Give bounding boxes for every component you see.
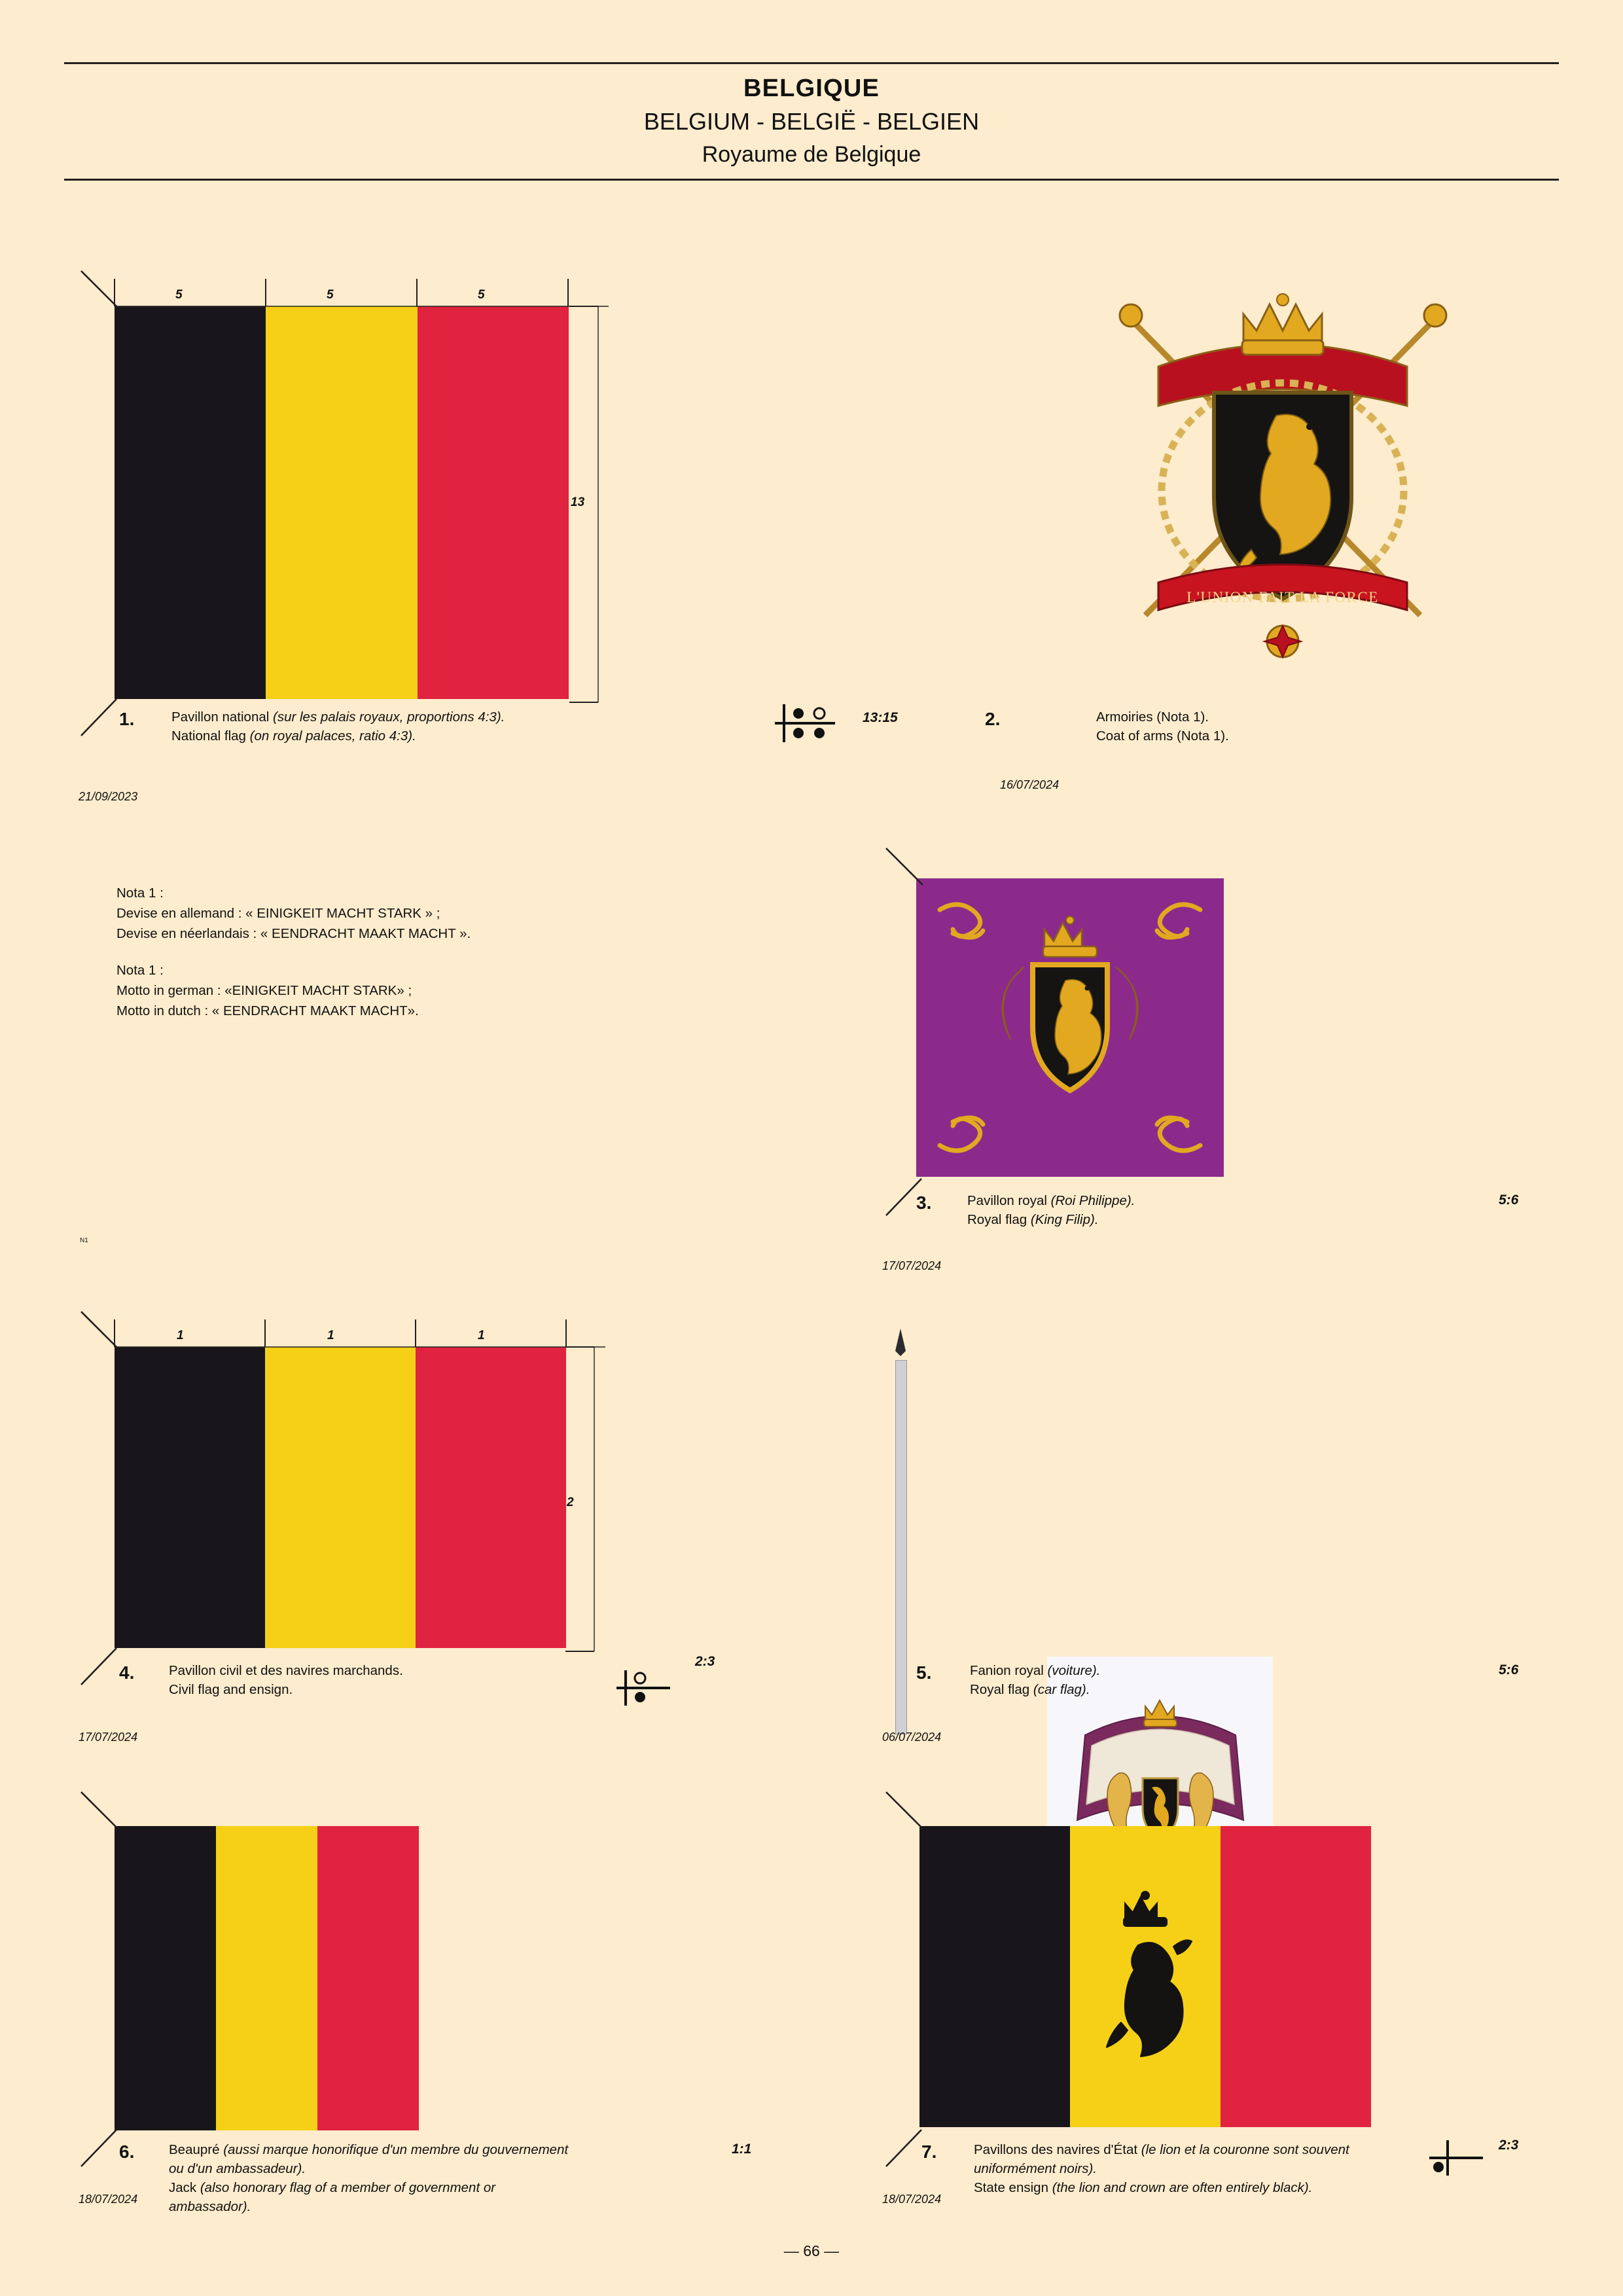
- entry-4-ratio: 2:3: [695, 1654, 715, 1669]
- entry-5-number: 5.: [916, 1662, 932, 1683]
- band-red: [1221, 1826, 1371, 2127]
- entry-3-caption-fr-italic: (Roi Philippe).: [1050, 1193, 1135, 1208]
- band-black: [115, 306, 266, 699]
- coat-of-arms-svg: [1080, 275, 1486, 681]
- nota-en-line-2: Motto in dutch : « EENDRACHT MAAKT MACHT».: [116, 1003, 419, 1018]
- entry-5-caption-en-italic: (car flag).: [1033, 1682, 1090, 1698]
- nota-block: [116, 884, 614, 1022]
- page-title-languages: BELGIUM - BELGIË - BELGIEN: [643, 107, 980, 135]
- flag-1-measure-c: 5: [478, 288, 485, 302]
- entry-5-caption-en: Royal flag: [970, 1682, 1030, 1698]
- entry-6-ratio: 1:1: [732, 2142, 752, 2157]
- entry-5-caption-fr: Fanion royal: [970, 1663, 1044, 1678]
- entry-3-caption-en: Royal flag: [967, 1212, 1027, 1228]
- band-yellow: [216, 1826, 317, 2130]
- entry-1-caption-fr-italic: (sur les palais royaux, proportions 4:3).: [273, 709, 505, 725]
- entry-1-caption: [171, 708, 656, 745]
- entry-7-caption-fr: Pavillons des navires d'État: [974, 2142, 1138, 2157]
- band-yellow: [265, 1347, 416, 1648]
- entry-2-caption: [1096, 708, 1528, 745]
- flag-4-civil: [115, 1347, 566, 1648]
- flag-4-measure-a: 1: [177, 1329, 184, 1342]
- coat-of-arms-illustration: [1080, 275, 1486, 681]
- state-ensign-lion-emblem: [1091, 1882, 1200, 2072]
- flag-4-top-measure: [79, 1309, 609, 1356]
- entry-5-date: 06/07/2024: [882, 1731, 942, 1744]
- band-black: [115, 1347, 265, 1648]
- nota-fr-line-2: Devise en néerlandais : « EENDRACHT MAAKT MACHT ».: [116, 925, 471, 941]
- nota-fr-line-1: Devise en allemand : « EINIGKEIT MACHT STARK » ;: [116, 905, 440, 921]
- band-red: [418, 306, 569, 699]
- entry-7-ratio: 2:3: [1499, 2138, 1519, 2153]
- flag-7-bands: [919, 1826, 1371, 2127]
- flag-1-measure-b: 5: [327, 288, 334, 302]
- usage-symbol-1: [772, 702, 844, 746]
- flag-1-top-measure: [79, 268, 609, 315]
- entry-1-caption-fr: Pavillon national: [171, 709, 270, 725]
- entry-6-caption-fr-italic: (aussi marque honorifique d'un membre du gouvernement ou d'un ambassadeur).: [169, 2142, 569, 2177]
- entry-4-caption-en: Civil flag and ensign.: [169, 1682, 293, 1698]
- header-rule-bottom: [64, 179, 1559, 181]
- entry-7-caption-fr-italic: (le lion et la couronne sont souvent uniformément noirs).: [974, 2142, 1349, 2177]
- flag-7-state-ensign: [919, 1826, 1371, 2127]
- flag-3-hoist-mark: [882, 844, 935, 890]
- entry-5-caption: [970, 1661, 1389, 1699]
- flag-5-staff: [895, 1360, 907, 1734]
- entry-3-date: 17/07/2024: [882, 1259, 942, 1272]
- royal-standard-svg: [916, 878, 1224, 1177]
- entry-5-caption-fr-italic: (voiture).: [1047, 1663, 1101, 1678]
- entry-1-caption-en-italic: (on royal palaces, ratio 4:3).: [249, 728, 416, 744]
- entry-1-number: 1.: [119, 709, 135, 729]
- nota-fr-title: Nota 1 :: [116, 886, 164, 901]
- entry-2-date: 16/07/2024: [1000, 778, 1060, 791]
- entry-3-caption: [967, 1191, 1373, 1229]
- entry-2-caption-fr: Armoiries (Nota 1).: [1096, 709, 1209, 725]
- page-folio: — 66 —: [783, 2242, 840, 2259]
- entry-1-date: 21/09/2023: [79, 790, 138, 803]
- flag-1-bands: [115, 306, 569, 699]
- page-subtitle: Royaume de Belgique: [702, 141, 921, 167]
- header-titles: [64, 64, 1559, 179]
- entry-4-number: 4.: [119, 1662, 135, 1683]
- flag-4-measure-side: 2: [567, 1496, 574, 1509]
- flag-4-hoist-mark: [77, 1308, 130, 1354]
- entry-7-caption-en-italic: (the lion and crown are often entirely black).: [1052, 2180, 1313, 2196]
- entry-2-caption-en: Coat of arms (Nota 1).: [1096, 728, 1229, 744]
- page-header: [64, 62, 1559, 181]
- band-red: [317, 1826, 419, 2130]
- band-yellow: [266, 306, 417, 699]
- flag-5-finial-icon: [889, 1327, 912, 1364]
- nota-marker: N1: [80, 1237, 88, 1244]
- entry-6-caption-fr: Beaupré: [169, 2142, 220, 2157]
- entry-4-date: 17/07/2024: [79, 1731, 138, 1744]
- flag-3-royal-standard: [916, 878, 1224, 1177]
- flag-1-national: [115, 306, 569, 699]
- entry-4-caption: [169, 1661, 627, 1699]
- flag-6-jack: [115, 1826, 419, 2130]
- flag-1-measure-a: 5: [175, 288, 183, 302]
- entry-4-caption-fr: Pavillon civil et des navires marchands.: [169, 1663, 403, 1678]
- entry-1-ratio: 13:15: [863, 710, 898, 725]
- flag-4-measure-b: 1: [327, 1329, 334, 1342]
- flag-1-measure-side: 13: [571, 495, 585, 509]
- coat-of-arms-motto: L'UNION FAIT LA FORCE: [1186, 589, 1379, 605]
- entry-6-date: 18/07/2024: [79, 2193, 138, 2206]
- entry-3-ratio: 5:6: [1499, 1193, 1519, 1208]
- flag-4-measure-c: 1: [478, 1329, 485, 1342]
- entry-3-caption-fr: Pavillon royal: [967, 1193, 1047, 1208]
- band-black: [115, 1826, 216, 2130]
- entry-6-caption-en: Jack: [169, 2180, 197, 2196]
- flag-1-hoist-mark: [77, 267, 130, 313]
- flag-6-hoist-mark: [77, 1788, 130, 1834]
- entry-5-ratio: 5:6: [1499, 1662, 1519, 1677]
- entry-7-caption-en: State ensign: [974, 2180, 1048, 2196]
- entry-6-caption: [169, 2140, 575, 2216]
- band-black: [919, 1826, 1070, 2127]
- entry-6-number: 6.: [119, 2142, 135, 2162]
- entry-7-date: 18/07/2024: [882, 2193, 942, 2206]
- entry-2-number: 2.: [985, 709, 1001, 729]
- nota-en-title: Nota 1 :: [116, 963, 164, 978]
- flag-7-hoist-mark: [882, 1788, 935, 1834]
- entry-3-caption-en-italic: (King Filip).: [1030, 1212, 1099, 1228]
- entry-7-caption: [974, 2140, 1393, 2197]
- flag-4-bands: [115, 1347, 566, 1648]
- usage-symbol-4: [614, 1668, 673, 1710]
- page-title: BELGIQUE: [743, 75, 880, 102]
- entry-6-caption-en-italic: (also honorary flag of a member of government or ambassador).: [169, 2180, 496, 2215]
- entry-3-number: 3.: [916, 1193, 932, 1213]
- entry-7-number: 7.: [921, 2142, 937, 2162]
- band-red: [416, 1347, 566, 1648]
- entry-1-caption-en: National flag: [171, 728, 246, 744]
- nota-en-line-1: Motto in german : «EINIGKEIT MACHT STARK» ;: [116, 983, 412, 998]
- flag-6-bands: [115, 1826, 419, 2130]
- usage-symbol-7: [1427, 2138, 1486, 2179]
